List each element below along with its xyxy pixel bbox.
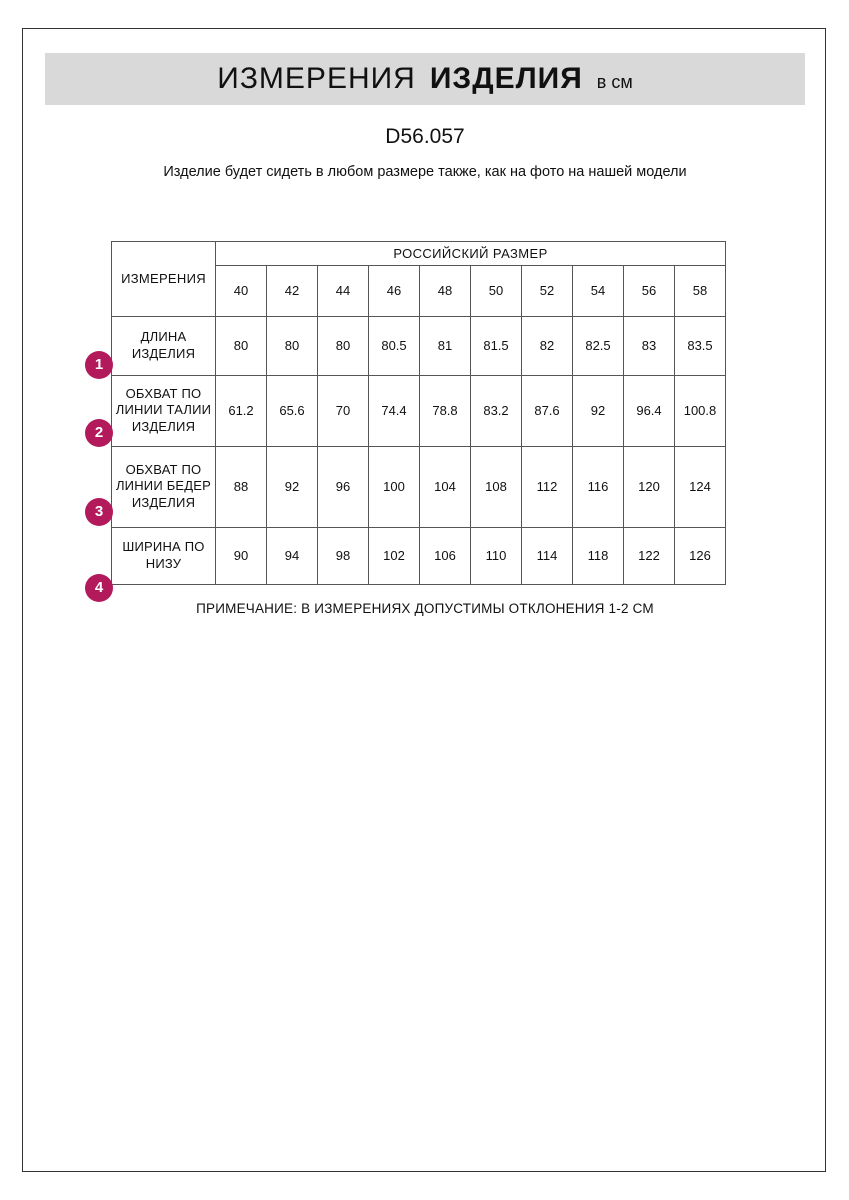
- cell-waist-48: 78.8: [420, 375, 471, 446]
- cell-waist-56: 96.4: [624, 375, 675, 446]
- size-cell-48: 48: [420, 265, 471, 316]
- row-label-length: ДЛИНА ИЗДЕЛИЯ: [112, 316, 216, 375]
- document-content: [23, 29, 827, 616]
- cell-length-42: 80: [267, 316, 318, 375]
- size-cell-56: 56: [624, 265, 675, 316]
- cell-waist-52: 87.6: [522, 375, 573, 446]
- badge-column: [23, 241, 111, 597]
- cell-length-56: 83: [624, 316, 675, 375]
- size-cell-46: 46: [369, 265, 420, 316]
- cell-hips-44: 96: [318, 446, 369, 527]
- cell-bottom-42: 94: [267, 527, 318, 584]
- russian-size-header: РОССИЙСКИЙ РАЗМЕР: [216, 241, 726, 265]
- row-badge-1: 1: [85, 351, 113, 379]
- row-badge-2: 2: [85, 419, 113, 447]
- size-cell-44: 44: [318, 265, 369, 316]
- size-table: [111, 241, 726, 585]
- cell-waist-50: 83.2: [471, 375, 522, 446]
- size-cell-54: 54: [573, 265, 624, 316]
- title-unit: в см: [596, 71, 633, 92]
- cell-hips-56: 120: [624, 446, 675, 527]
- size-cell-40: 40: [216, 265, 267, 316]
- cell-bottom-48: 106: [420, 527, 471, 584]
- article-code: D56.057: [385, 125, 465, 148]
- cell-length-40: 80: [216, 316, 267, 375]
- cell-waist-42: 65.6: [267, 375, 318, 446]
- table-header-group-row: [112, 241, 726, 265]
- page-title: [45, 53, 805, 105]
- row-label-hips: ОБХВАТ ПО ЛИНИИ БЕДЕР ИЗДЕЛИЯ: [112, 446, 216, 527]
- cell-hips-46: 100: [369, 446, 420, 527]
- cell-length-50: 81.5: [471, 316, 522, 375]
- table-row: [112, 446, 726, 527]
- cell-bottom-46: 102: [369, 527, 420, 584]
- cell-bottom-54: 118: [573, 527, 624, 584]
- row-badge-4: 4: [85, 574, 113, 602]
- cell-hips-54: 116: [573, 446, 624, 527]
- fit-note: Изделие будет сидеть в любом размере также, как на фото на нашей модели: [163, 164, 687, 180]
- cell-waist-44: 70: [318, 375, 369, 446]
- cell-bottom-44: 98: [318, 527, 369, 584]
- row-label-waist: ОБХВАТ ПО ЛИНИИ ТАЛИИ ИЗДЕЛИЯ: [112, 375, 216, 446]
- cell-length-52: 82: [522, 316, 573, 375]
- size-cell-52: 52: [522, 265, 573, 316]
- cell-bottom-40: 90: [216, 527, 267, 584]
- footer-note: ПРИМЕЧАНИЕ: В ИЗМЕРЕНИЯХ ДОПУСТИМЫ ОТКЛОНЕНИЯ 1-2 СМ: [196, 600, 654, 616]
- cell-hips-50: 108: [471, 446, 522, 527]
- cell-hips-58: 124: [675, 446, 726, 527]
- size-cell-58: 58: [675, 265, 726, 316]
- cell-length-44: 80: [318, 316, 369, 375]
- cell-hips-48: 104: [420, 446, 471, 527]
- cell-bottom-58: 126: [675, 527, 726, 584]
- cell-bottom-56: 122: [624, 527, 675, 584]
- cell-length-58: 83.5: [675, 316, 726, 375]
- size-cell-50: 50: [471, 265, 522, 316]
- cell-length-48: 81: [420, 316, 471, 375]
- title-measurements: ИЗМЕРЕНИЯ: [217, 62, 416, 95]
- size-table-wrapper: [23, 241, 827, 597]
- cell-length-54: 82.5: [573, 316, 624, 375]
- row-label-bottom-width: ШИРИНА ПО НИЗУ: [112, 527, 216, 584]
- cell-waist-46: 74.4: [369, 375, 420, 446]
- measurements-header: ИЗМЕРЕНИЯ: [112, 241, 216, 316]
- cell-waist-40: 61.2: [216, 375, 267, 446]
- cell-waist-58: 100.8: [675, 375, 726, 446]
- row-badge-3: 3: [85, 498, 113, 526]
- cell-length-46: 80.5: [369, 316, 420, 375]
- cell-hips-52: 112: [522, 446, 573, 527]
- title-product: ИЗДЕЛИЯ: [429, 62, 583, 95]
- cell-hips-42: 92: [267, 446, 318, 527]
- table-row: [112, 316, 726, 375]
- cell-bottom-52: 114: [522, 527, 573, 584]
- size-cell-42: 42: [267, 265, 318, 316]
- cell-waist-54: 92: [573, 375, 624, 446]
- table-row: [112, 375, 726, 446]
- page-border: [22, 28, 826, 1172]
- cell-hips-40: 88: [216, 446, 267, 527]
- table-row: [112, 527, 726, 584]
- cell-bottom-50: 110: [471, 527, 522, 584]
